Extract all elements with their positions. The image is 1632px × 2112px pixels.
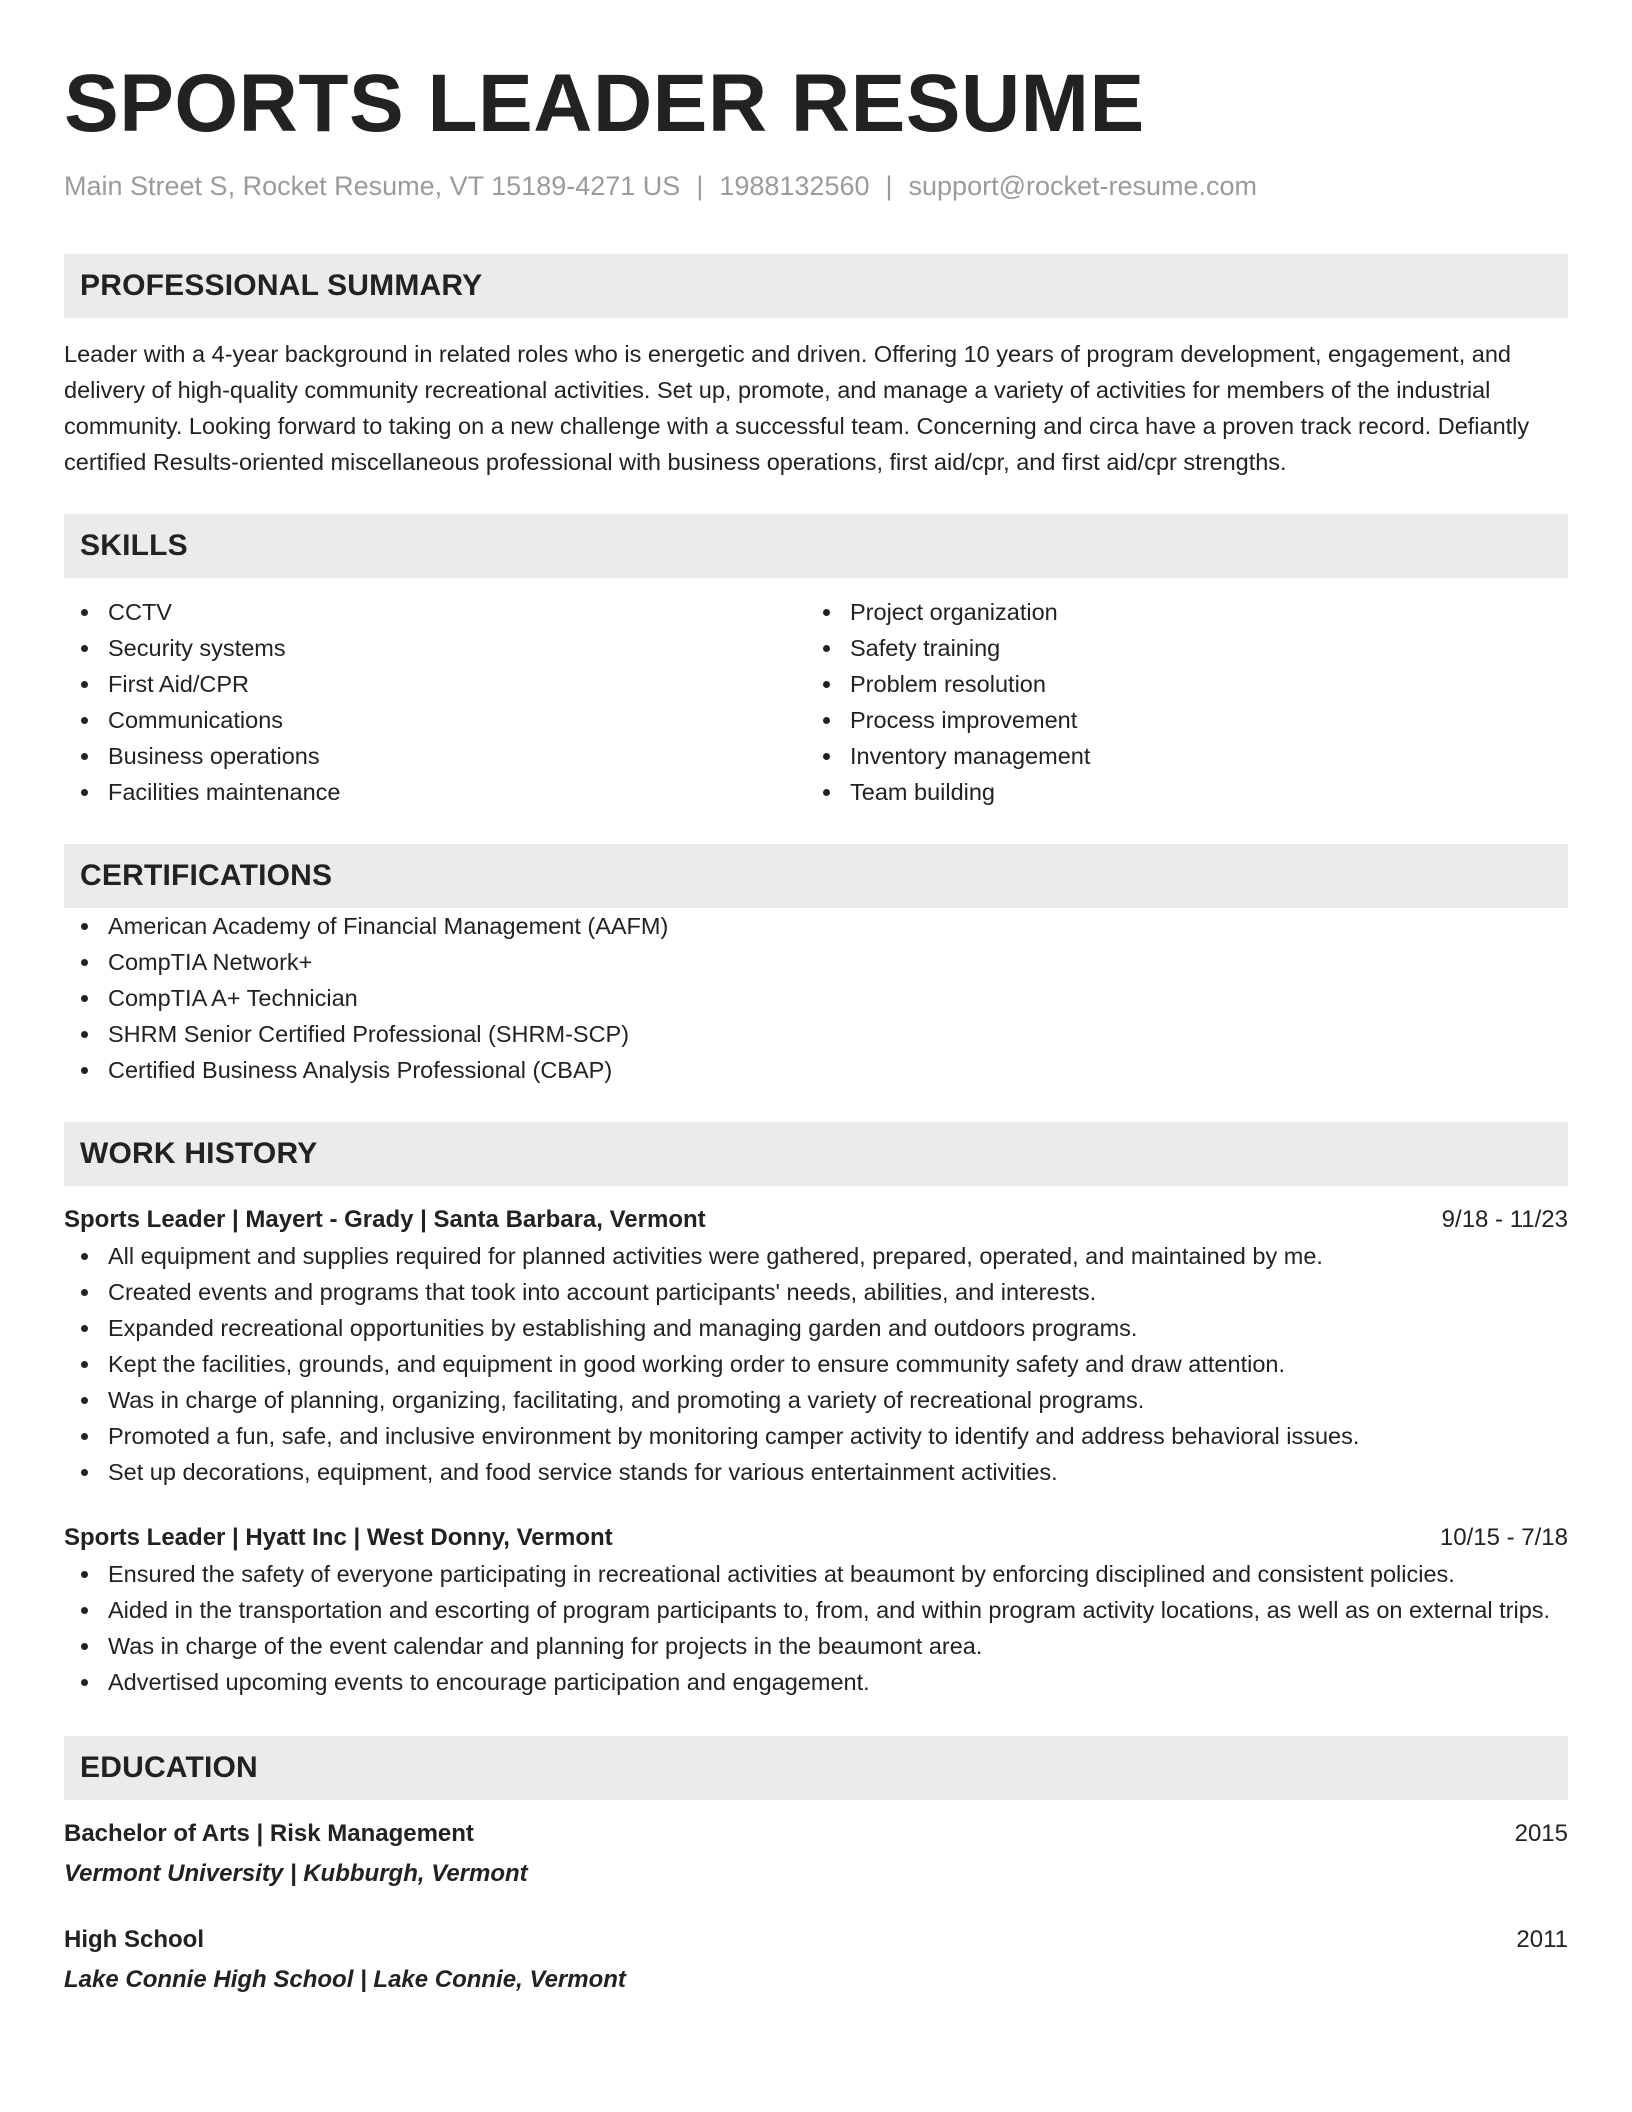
job-title: Sports Leader | Mayert - Grady | Santa Barbara, Vermont [64,1206,706,1233]
job-entry [64,1202,1568,1490]
education-year: 2015 [1514,1820,1568,1847]
bullet-icon [823,753,830,760]
bullet-icon [81,717,88,724]
bullet-icon [81,923,88,930]
skill-item [806,630,1548,666]
job-bullet-text: Kept the facilities, grounds, and equipment in good working order to ensure community safety and draw attention. [108,1351,1285,1377]
certification-item [64,908,1568,944]
job-bullet [64,1238,1568,1274]
job-dates: 9/18 - 11/23 [1441,1206,1568,1233]
skill-label: Process improvement [850,707,1078,733]
skill-item [806,702,1548,738]
bullet-icon [823,717,830,724]
bullet-icon [81,645,88,652]
bullet-icon [81,1571,88,1578]
skill-label: Team building [850,779,996,805]
section-heading-work-history: WORK HISTORY [64,1122,1568,1186]
job-bullet [64,1454,1568,1490]
skill-label: Project organization [850,599,1058,625]
contact-email: support@rocket-resume.com [908,171,1258,201]
resume-page [64,0,1568,1998]
certification-item [64,1016,1568,1052]
job-bullet-text: Created events and programs that took into account participants' needs, abilities, and interests. [108,1279,1097,1305]
skill-label: Inventory management [850,743,1091,769]
job-bullets [64,1238,1568,1490]
bullet-icon [81,753,88,760]
bullet-icon [81,1361,88,1368]
bullet-icon [81,1433,88,1440]
bullet-icon [81,1469,88,1476]
bullet-icon [823,789,830,796]
skill-item [806,666,1548,702]
bullet-icon [81,609,88,616]
bullet-icon [823,645,830,652]
skills-grid [64,594,1568,810]
job-header [64,1202,1568,1238]
skill-item [64,702,806,738]
job-bullets [64,1556,1568,1700]
bullet-icon [81,1253,88,1260]
certification-item [64,944,1568,980]
job-bullet [64,1346,1568,1382]
job-bullet [64,1664,1568,1700]
bullet-icon [81,1643,88,1650]
job-entry [64,1520,1568,1700]
certification-label: American Academy of Financial Management (AAFM) [108,913,669,939]
skill-item [806,774,1548,810]
summary-text: Leader with a 4-year background in related roles who is energetic and driven. Offering 10 years of program development, engagement, and delivery of high-quality community recreational activities. Set up, promote, and manage a variety of activities for members of the industrial community. Looking forward to taking on a new challenge with a successful team. Concerning and circa have a proven track record. Defiantly certified Results-oriented miscellaneous professional with business operations, first aid/cpr, and first aid/cpr strengths. [64,341,1530,475]
certification-label: CompTIA A+ Technician [108,985,358,1011]
bullet-icon [81,1607,88,1614]
certification-item [64,1052,1568,1088]
contact-separator: | [696,171,704,201]
resume-title: SPORTS LEADER RESUME [64,58,1145,149]
section-heading-skills: SKILLS [64,514,1568,578]
contact-phone: 1988132560 [719,171,870,201]
bullet-icon [81,995,88,1002]
bullet-icon [81,1289,88,1296]
contact-line [64,168,1568,204]
job-bullet-text: All equipment and supplies required for planned activities were gathered, prepared, operated, and maintained by me. [108,1243,1323,1269]
job-title: Sports Leader | Hyatt Inc | West Donny, Vermont [64,1524,613,1551]
skill-item [64,594,806,630]
skill-item [64,630,806,666]
education-header [64,1816,1568,1852]
job-bullet-text: Ensured the safety of everyone participating in recreational activities at beaumont by enforcing disciplined and consistent policies. [108,1561,1455,1587]
skill-label: Safety training [850,635,1001,661]
bullet-icon [81,681,88,688]
job-bullet [64,1592,1568,1628]
bullet-icon [81,1397,88,1404]
job-header [64,1520,1568,1556]
education-year: 2011 [1516,1926,1568,1953]
contact-address: Main Street S, Rocket Resume, VT 15189-4271 US [64,171,681,201]
job-bullet [64,1556,1568,1592]
skill-label: Business operations [108,743,320,769]
job-dates: 10/15 - 7/18 [1439,1524,1568,1551]
certification-label: SHRM Senior Certified Professional (SHRM-SCP) [108,1021,630,1047]
job-bullet-text: Was in charge of planning, organizing, facilitating, and promoting a variety of recreational programs. [108,1387,1145,1413]
skill-label: First Aid/CPR [108,671,250,697]
skill-label: Communications [108,707,284,733]
job-bullet [64,1382,1568,1418]
skill-label: CCTV [108,599,172,625]
job-bullet [64,1418,1568,1454]
job-bullet-text: Advertised upcoming events to encourage participation and engagement. [108,1669,870,1695]
bullet-icon [81,1679,88,1686]
education-school: Vermont University | Kubburgh, Vermont [64,1860,528,1887]
skill-item [64,666,806,702]
job-bullet [64,1628,1568,1664]
education-degree: Bachelor of Arts | Risk Management [64,1820,474,1847]
bullet-icon [81,1031,88,1038]
job-bullet-text: Promoted a fun, safe, and inclusive environment by monitoring camper activity to identify and address behavioral issues. [108,1423,1360,1449]
contact-separator: | [885,171,893,201]
skill-item [806,738,1548,774]
education-degree: High School [64,1926,204,1953]
skill-item [64,774,806,810]
certification-label: Certified Business Analysis Professional (CBAP) [108,1057,613,1083]
education-entry [64,1816,1568,1892]
education-school: Lake Connie High School | Lake Connie, Vermont [64,1966,626,1993]
job-bullet [64,1310,1568,1346]
bullet-icon [823,609,830,616]
certification-item [64,980,1568,1016]
skill-item [64,738,806,774]
certification-label: CompTIA Network+ [108,949,313,975]
section-heading-certifications: CERTIFICATIONS [64,844,1568,908]
section-heading-summary: PROFESSIONAL SUMMARY [64,254,1568,318]
job-bullet [64,1274,1568,1310]
bullet-icon [81,1325,88,1332]
skill-item [806,594,1548,630]
bullet-icon [81,1067,88,1074]
job-bullet-text: Set up decorations, equipment, and food service stands for various entertainment activities. [108,1459,1058,1485]
bullet-icon [81,959,88,966]
job-bullet-text: Was in charge of the event calendar and planning for projects in the beaumont area. [108,1633,983,1659]
section-heading-education: EDUCATION [64,1736,1568,1800]
education-entry [64,1922,1568,1998]
job-bullet-text: Expanded recreational opportunities by establishing and managing garden and outdoors programs. [108,1315,1138,1341]
skills-list-left [64,594,806,810]
bullet-icon [823,681,830,688]
skill-label: Facilities maintenance [108,779,341,805]
skill-label: Security systems [108,635,286,661]
education-header [64,1922,1568,1958]
bullet-icon [81,789,88,796]
job-bullet-text: Aided in the transportation and escorting of program participants to, from, and within program activity locations, as well as on external trips. [108,1597,1551,1623]
certifications-list [64,908,1568,1088]
skills-list-right [806,594,1548,810]
skill-label: Problem resolution [850,671,1046,697]
